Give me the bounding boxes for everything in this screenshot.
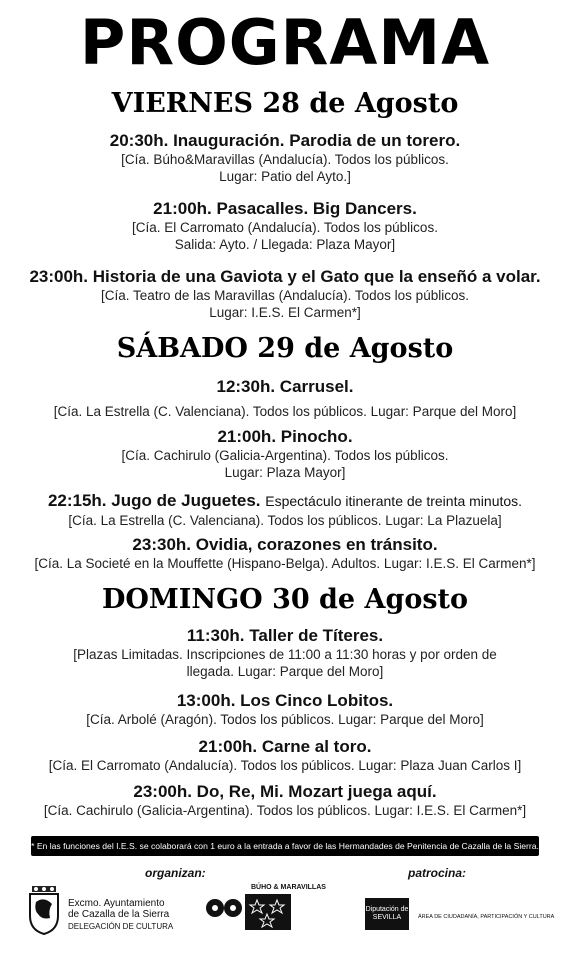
event-item	[0, 266, 570, 321]
event-detail: [Cía. El Carromato (Andalucía). Todos los públicos.	[132, 220, 438, 235]
event-headline: 13:00h. Los Cinco Lobitos.	[176, 691, 394, 710]
event-detail: Lugar: Patio del Ayto.]	[219, 169, 351, 184]
ayuntamiento-shield-logo	[26, 884, 62, 936]
event-headline: 23:00h. Do, Re, Mi. Mozart juega aquí.	[133, 782, 437, 801]
event-detail: [Cía. Búho&Maravillas (Andalucía). Todos los públicos.	[121, 152, 449, 167]
event-detail: [Plazas Limitadas. Inscripciones de 11:00 a 11:30 horas y por orden de	[73, 647, 497, 662]
event-item	[0, 490, 570, 529]
event-headline: 21:00h. Pasacalles. Big Dancers.	[153, 199, 417, 218]
event-item	[0, 736, 570, 774]
event-headline: 23:30h. Ovidia, corazones en tránsito.	[132, 535, 438, 554]
event-detail: [Cía. La Estrella (C. Valenciana). Todos los públicos. Lugar: La Plazuela]	[68, 513, 502, 528]
day-heading-domingo: DOMINGO 30 de Agosto	[101, 584, 469, 615]
event-detail: [Cía. Cachirulo (Galicia-Argentina). Todos los públicos.	[121, 448, 449, 463]
event-headline: 23:00h. Historia de una Gaviota y el Gato que la enseñó a volar.	[29, 267, 541, 286]
event-detail: [Cía. Arbolé (Aragón). Todos los públicos. Lugar: Parque del Moro]	[86, 712, 484, 727]
event-item	[0, 625, 570, 680]
event-headline-extra: Espectáculo itinerante de treinta minutos.	[265, 493, 523, 509]
diputacion-sevilla-logo	[365, 898, 409, 930]
event-detail: Lugar: I.E.S. El Carmen*]	[209, 305, 361, 320]
ayuntamiento-line1: Excmo. Ayuntamiento	[68, 898, 165, 909]
ayuntamiento-line2: de Cazalla de la Sierra	[68, 909, 170, 920]
program-title: PROGRAMA	[79, 6, 491, 79]
event-item	[0, 781, 570, 819]
event-headline	[0, 490, 570, 512]
buho-maravillas-logo	[205, 884, 326, 930]
event-detail: [Cía. El Carromato (Andalucía). Todos los públicos. Lugar: Plaza Juan Carlos I]	[48, 758, 522, 773]
event-item	[0, 130, 570, 185]
event-headline: 21:00h. Carne al toro.	[198, 737, 372, 756]
event-item	[0, 198, 570, 253]
day-heading-viernes: VIERNES 28 de Agosto	[111, 88, 459, 119]
diputacion-logo-text: Diputación de SEVILLA	[365, 906, 409, 921]
event-detail: Lugar: Plaza Mayor]	[224, 465, 346, 480]
event-item	[0, 534, 570, 572]
patrocina-label: patrocina:	[408, 866, 467, 880]
event-detail: [Cía. La Societé en la Mouffette (Hispano-Belga). Adultos. Lugar: I.E.S. El Carmen*]	[34, 556, 536, 571]
event-detail: [Cía. Teatro de las Maravillas (Andalucía). Todos los públicos.	[101, 288, 469, 303]
day-heading-sabado: SÁBADO 29 de Agosto	[116, 333, 454, 364]
footnote-banner: * En las funciones del I.E.S. se colaborará con 1 euro a la entrada a favor de las Hermandades de Penitencia de Cazalla de la Sierra.	[31, 836, 539, 856]
ayuntamiento-line3: DELEGACIÓN DE CULTURA	[68, 922, 174, 931]
event-item	[0, 690, 570, 728]
buho-logo-text: BÚHO & MARAVILLAS	[251, 884, 326, 891]
event-item	[0, 426, 570, 481]
event-headline: 21:00h. Pinocho.	[217, 427, 353, 446]
event-headline: 20:30h. Inauguración. Parodia de un torero.	[109, 131, 461, 150]
event-item	[0, 376, 570, 420]
organizan-label: organizan:	[145, 866, 206, 880]
event-headline: 11:30h. Taller de Títeres.	[186, 626, 384, 645]
event-headline-main: 22:15h. Jugo de Juguetes.	[47, 491, 261, 510]
event-detail: Salida: Ayto. / Llegada: Plaza Mayor]	[174, 237, 396, 252]
area-ciudadania-text: ÁREA DE CIUDADANÍA, PARTICIPACIÓN Y CULTURA	[418, 914, 555, 920]
event-detail: [Cía. La Estrella (C. Valenciana). Todos los públicos. Lugar: Parque del Moro]	[53, 404, 517, 419]
event-detail: [Cía. Cachirulo (Galicia-Argentina). Todos los públicos. Lugar: I.E.S. El Carmen*]	[43, 803, 527, 818]
event-headline: 12:30h. Carrusel.	[216, 377, 354, 396]
event-detail: llegada. Lugar: Parque del Moro]	[186, 664, 384, 679]
